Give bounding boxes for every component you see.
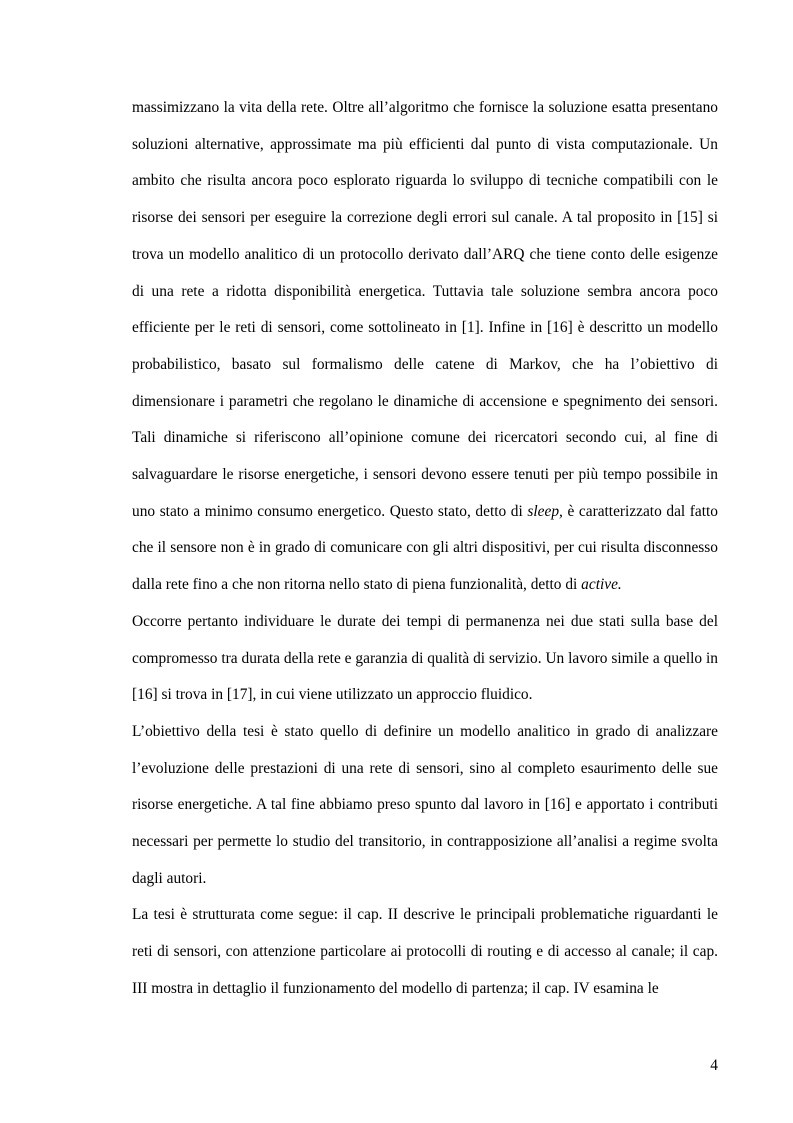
document-body (132, 90, 718, 1008)
paragraph-3-text: L’obiettivo della tesi è stato quello di definire un modello analitico in grado di analizzare l’evoluzione delle prestazioni di una rete di sensori, sino al completo esaurimento delle sue risorse energetiche. A tal fine abbiamo preso spunto dal lavoro in [16] e apportato i contributi necessari per permette lo studio del transitorio, in contrapposizione all’analisi a regime svolta dagli autori. (132, 722, 718, 887)
paragraph-1-text-b: è caratterizzato dal fatto che il sensore non è in grado di comunicare con gli altri dispositivi, per cui risulta disconnesso dalla rete fino a che non ritorna nello stato di piena funzionalità, detto di (132, 502, 718, 594)
paragraph-1 (132, 90, 718, 604)
paragraph-4-text: La tesi è strutturata come segue: il cap. II descrive le principali problematiche riguardanti le reti di sensori, con attenzione particolare ai protocolli di routing e di accesso al canale; il cap. III mostra in dettaglio il funzionamento del modello di partenza; il cap. IV esamina le (132, 906, 718, 997)
paragraph-1-italic-active: active. (581, 576, 622, 594)
page-number: 4 (710, 1057, 718, 1074)
paragraph-2-text: Occorre pertanto individuare le durate dei tempi di permanenza nei due stati sulla base del compromesso tra durata della rete e garanzia di qualità di servizio. Un lavoro simile a quello in [16] si trova in [17], in cui viene utilizzato un approccio fluidico. (132, 612, 718, 704)
paragraph-1-italic-sleep: sleep, (527, 502, 563, 520)
paragraph-2 (132, 604, 718, 714)
paragraph-3 (132, 714, 718, 898)
paragraph-4 (132, 897, 718, 1007)
paragraph-1-text-a: massimizzano la vita della rete. Oltre all’algoritmo che fornisce la soluzione esatta presentano soluzioni alternative, approssimate ma più efficienti dal punto di vista computazionale. Un ambito che risulta ancora poco esplorato riguarda lo sviluppo di tecniche compatibili con le risorse dei sensori per eseguire la correzione degli errori sul canale. A tal proposito in [15] si trova un modello analitico di un protocollo derivato dall’ARQ che tiene conto delle esigenze di una rete a ridotta disponibilità energetica. Tuttavia tale soluzione sembra ancora poco efficiente per le reti di sensori, come sottolineato in [1]. Infine in [16] è descritto un modello probabilistico, basato sul formalismo delle catene di Markov, che ha l’obiettivo di dimensionare i parametri che regolano le dinamiche di accensione e spegnimento dei sensori. Tali dinamiche si riferiscono all’opinione comune dei ricercatori secondo cui, al fine di salvaguardare le risorse energetiche, i sensori devono essere tenuti per più tempo possibile in uno stato a minimo consumo energetico. Questo stato, detto di (132, 99, 718, 520)
